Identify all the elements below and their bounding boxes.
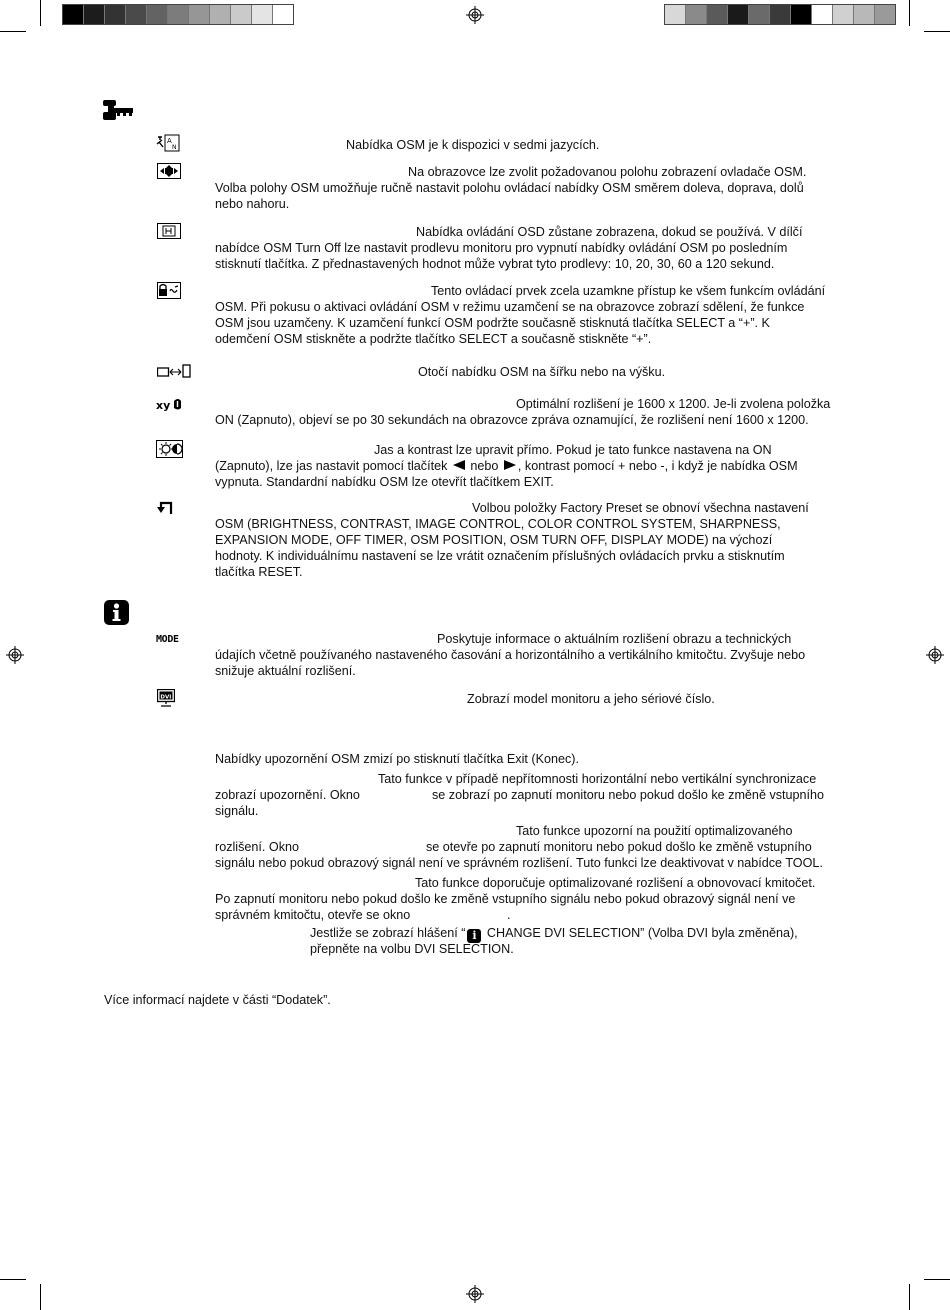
no-signal-line-2b: se zobrazí po zapnutí monitoru nebo pokud došlo ke změně vstupního xyxy=(432,788,825,802)
monitor-info-description: Zobrazí model monitoru a jeho sériové číslo. xyxy=(467,692,715,706)
dvi-note-line-2: přepněte na volbu DVI SELECTION. xyxy=(310,942,514,956)
mode-icon-label: MODE xyxy=(156,634,179,644)
color-swatch xyxy=(230,5,251,24)
color-swatch xyxy=(272,5,293,24)
osm-turn-off-line-3: stisknutí tlačítka. Z přednastavených hodnot může vybrat tyto prodlevy: 10, 20, 30, 60 a 120 sekund. xyxy=(215,257,775,271)
color-swatch xyxy=(167,5,188,24)
factory-preset-icon xyxy=(157,500,175,516)
color-swatch xyxy=(125,5,146,24)
right-arrow-icon xyxy=(504,460,516,470)
color-swatch xyxy=(769,5,790,24)
svg-text:N: N xyxy=(172,144,177,151)
hot-key-icon xyxy=(156,440,183,458)
color-swatch xyxy=(727,5,748,24)
out-of-range-line-2: Po zapnutí monitoru nebo pokud došlo ke změně vstupního signálu nebo pokud obrazový signál není ve xyxy=(215,892,796,906)
factory-preset-line-4: hodnoty. K individuálnímu nastavení se lze vrátit označením příslušných ovládacích prvku a stisknutím xyxy=(215,549,785,563)
osm-turn-off-line-1: Nabídka ovládání OSD zůstane zobrazena, dokud se používá. V dílčí xyxy=(416,225,803,239)
osm-turn-off-line-2: nabídce OSM Turn Off lze nastavit prodlevu monitoru pro vypnutí nabídky ovládání OSM po posledním xyxy=(215,241,788,255)
osm-lock-icon xyxy=(157,282,181,299)
osm-turn-off-icon xyxy=(157,223,181,239)
dvi-note-before: Jestliže se zobrazí hlášení “ xyxy=(310,926,466,940)
color-swatch xyxy=(748,5,769,24)
mode-icon xyxy=(156,631,180,644)
color-swatch xyxy=(874,5,895,24)
registration-mark-right-icon xyxy=(926,646,944,664)
factory-preset-line-5: tlačítka RESET. xyxy=(215,565,303,579)
color-swatch xyxy=(104,5,125,24)
registration-mark-top-icon xyxy=(466,6,484,24)
out-of-range-line-3b: . xyxy=(507,908,511,922)
osm-lock-line-1: Tento ovládací prvek zcela uzamkne přístup ke všem funkcím ovládání xyxy=(431,284,826,298)
color-swatch xyxy=(146,5,167,24)
hot-key-line-3: vypnuta. Standardní nabídku OSM lze otevřít tlačítkem EXIT. xyxy=(215,475,554,489)
osm-lock-line-2: OSM. Při pokusu o aktivaci ovládání OSM v režimu uzamčení se na obrazovce zobrazí sdělení, že funkce xyxy=(215,300,805,314)
no-signal-line-2a: zobrazí upozornění. Okno xyxy=(215,788,360,802)
factory-preset-line-1: Volbou položky Factory Preset se obnoví všechna nastavení xyxy=(472,501,809,515)
resolution-notifier-warning-line-1: Tato funkce upozorní na použití optimalizovaného xyxy=(516,824,793,838)
svg-text:A: A xyxy=(167,137,172,145)
information-inline-icon: i xyxy=(467,929,481,943)
osm-position-line-2: Volba polohy OSM umožňuje ručně nastavit polohu ovládací nabídky OSM směrem doleva, doprava, dolů xyxy=(215,181,804,195)
color-swatch xyxy=(832,5,853,24)
color-swatch xyxy=(209,5,230,24)
color-swatch xyxy=(853,5,874,24)
hot-key-line-2-b: nebo xyxy=(470,459,499,473)
osm-rotation-icon xyxy=(157,364,191,378)
hot-key-line-2-c: , kontrast pomocí + nebo -, i když je nabídka OSM xyxy=(517,459,798,473)
footer-note: Více informací najdete v části “Dodatek”. xyxy=(104,993,331,1007)
color-bar-right xyxy=(664,4,896,25)
registration-mark-bottom-icon xyxy=(466,1285,484,1303)
registration-mark-left-icon xyxy=(6,646,24,664)
factory-preset-line-2: OSM (BRIGHTNESS, CONTRAST, IMAGE CONTROL, COLOR CONTROL SYSTEM, SHARPNESS, xyxy=(215,517,781,531)
left-arrow-icon xyxy=(453,460,465,470)
color-swatch xyxy=(706,5,727,24)
display-mode-line-2: údajích včetně používaného nastaveného časování a horizontálního a vertikálního kmitočtu. Zvyšuje nebo xyxy=(215,648,806,662)
resolution-notifier-warning-line-2a: rozlišení. Okno xyxy=(215,840,299,854)
hot-key-line-2 xyxy=(215,458,798,474)
no-signal-line-1: Tato funkce v případě nepřítomnosti horizontální nebo vertikální synchronizace xyxy=(378,772,817,786)
color-swatch xyxy=(790,5,811,24)
color-bar-left xyxy=(62,4,294,25)
osm-rotation-description: Otočí nabídku OSM na šířku nebo na výšku. xyxy=(418,365,666,379)
resolution-notifier-line-2: ON (Zapnuto), objeví se po 30 sekundách na obrazovce zpráva oznamující, že rozlišení není 1600 x 1200. xyxy=(215,413,809,427)
osm-position-line-3: nebo nahoru. xyxy=(215,197,290,211)
no-signal-line-3: signálu. xyxy=(215,804,259,818)
osm-position-line-1: Na obrazovce lze zvolit požadovanou polohu zobrazení ovladače OSM. xyxy=(408,165,807,179)
color-swatch xyxy=(811,5,832,24)
resolution-notifier-line-1: Optimální rozlišení je 1600 x 1200. Je-li zvolena položka xyxy=(516,397,831,411)
resolution-notifier-warning-line-2b: se otevře po zapnutí monitoru nebo pokud došlo ke změně vstupního xyxy=(426,840,812,854)
monitor-info-icon-label: DVI xyxy=(160,694,172,701)
display-mode-line-3: snižuje aktuální rozlišení. xyxy=(215,664,356,678)
color-swatch xyxy=(63,5,83,24)
color-swatch xyxy=(83,5,104,24)
wrench-icon xyxy=(103,100,133,121)
color-swatch xyxy=(251,5,272,24)
osm-lock-line-4: odemčení OSM stiskněte a podržte tlačítko SELECT a současně stiskněte “+”. xyxy=(215,332,652,346)
color-swatch xyxy=(685,5,706,24)
dvi-note-after: CHANGE DVI SELECTION” (Volba DVI byla změněna), xyxy=(483,926,798,940)
svg-text:xy: xy xyxy=(156,399,171,412)
resolution-notifier-warning-line-3: signálu nebo pokud obrazový signál není ve správném rozlišení. Tuto funkci lze deaktivovat v nabídce TOOL. xyxy=(215,856,823,870)
color-swatch xyxy=(665,5,685,24)
monitor-info-icon xyxy=(157,689,175,707)
language-description: Nabídka OSM je k dispozici v sedmi jazycích. xyxy=(346,138,600,152)
out-of-range-line-1: Tato funkce doporučuje optimalizované rozlišení a obnovovací kmitočet. xyxy=(415,876,816,890)
language-icon xyxy=(156,134,180,152)
color-swatch xyxy=(188,5,209,24)
out-of-range-line-3a: správném kmitočtu, otevře se okno xyxy=(215,908,411,922)
resolution-notifier-icon xyxy=(156,396,184,412)
information-icon xyxy=(104,600,129,625)
hot-key-line-2-a: (Zapnuto), lze jas nastavit pomocí tlačítek xyxy=(215,459,448,473)
osm-lock-line-3: OSM jsou uzamčeny. K uzamčení funkcí OSM podržte současně stisknutá tlačítka SELECT a “+”. K xyxy=(215,316,770,330)
warning-intro: Nabídky upozornění OSM zmizí po stisknutí tlačítka Exit (Konec). xyxy=(215,752,579,766)
osm-position-icon xyxy=(157,163,181,179)
factory-preset-line-3: EXPANSION MODE, OFF TIMER, OSM POSITION, OSM TURN OFF, DISPLAY MODE) na výchozí xyxy=(215,533,773,547)
display-mode-line-1: Poskytuje informace o aktuálním rozlišení obrazu a technických xyxy=(437,632,792,646)
hot-key-line-1: Jas a kontrast lze upravit přímo. Pokud je tato funkce nastavena na ON xyxy=(374,443,772,457)
